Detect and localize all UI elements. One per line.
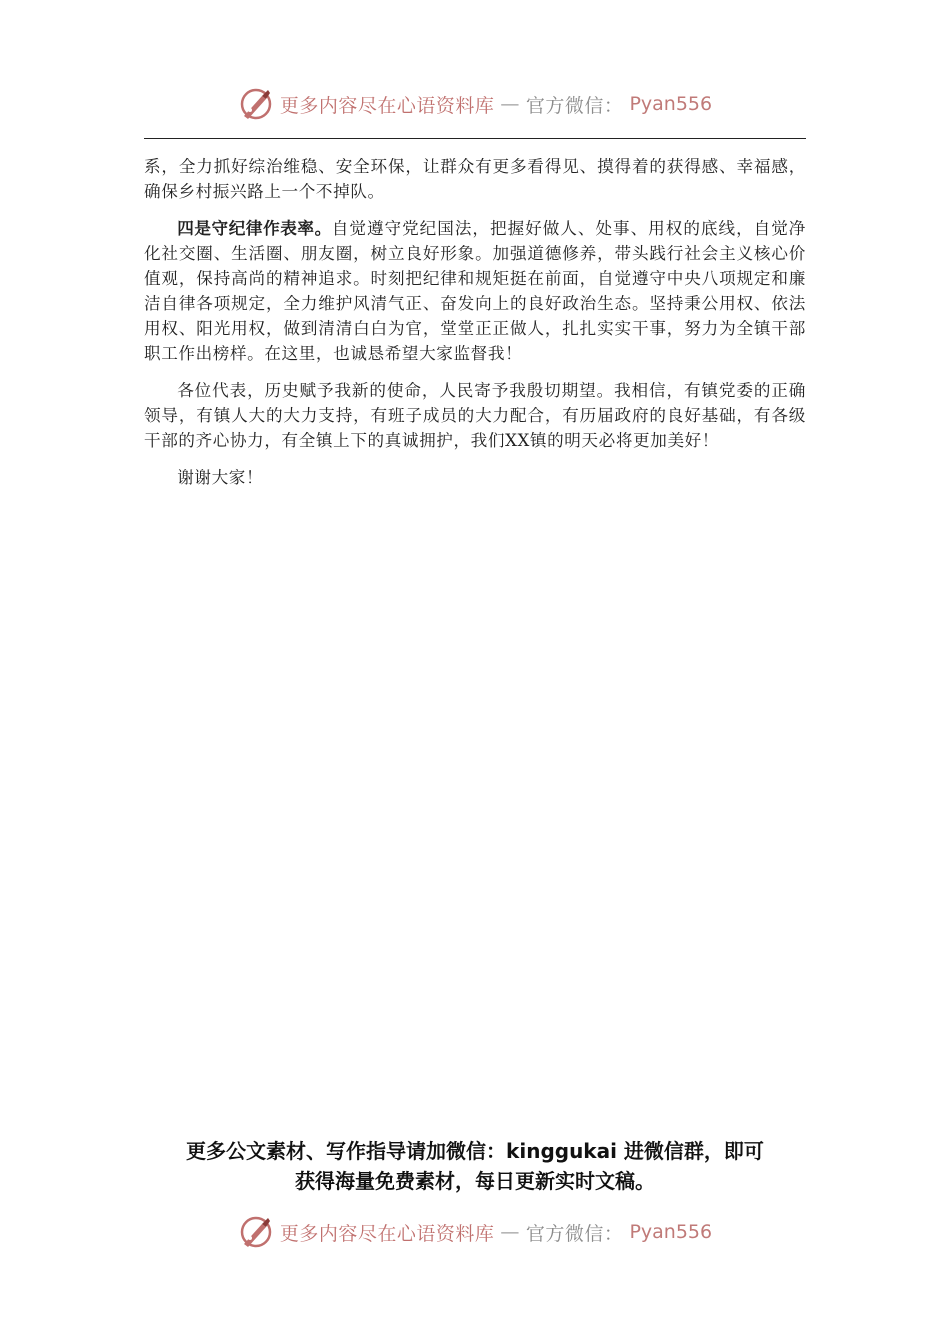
paragraph-2: [144, 216, 806, 366]
promo-block: [120, 1136, 830, 1196]
wechat-id: Pyan556: [629, 93, 713, 115]
footer-brand-dash: —: [500, 1221, 520, 1243]
header-divider: [144, 138, 806, 139]
brand-dash: —: [500, 93, 520, 115]
promo-line-2: 获得海量免费素材，每日更新实时文稿。: [295, 1169, 655, 1193]
paragraph-2-lead: 四是守纪律作表率。: [177, 219, 332, 238]
footer-brand: [238, 1214, 712, 1250]
footer-watermark: [0, 1210, 950, 1254]
promo-line-1: 更多公文素材、写作指导请加微信：kinggukai 进微信群，即可: [186, 1139, 764, 1163]
brand-title: 更多内容尽在心语资料库: [279, 94, 495, 117]
footer-wechat-id: Pyan556: [629, 1221, 713, 1243]
paragraph-2-text: 自觉遵守党纪国法，把握好做人、处事、用权的底线，自觉净化社交圈、生活圈、朋友圈，树立良好形象。加强道德修养，带头践行社会主义核心价值观，保持高尚的精神追求。时刻把纪律和规矩挺在前面，自觉遵守中央八项规定和廉洁自律各项规定，全力维护风清气正、奋发向上的良好政治生态。坚持秉公用权、依法用权、阳光用权，做到清清白白为官，堂堂正正做人，扎扎实实干事，努力为全镇干部职工作出榜样。在这里，也诚恳希望大家监督我！: [144, 219, 806, 363]
header-watermark: [0, 82, 950, 126]
paragraph-1: 系，全力抓好综治维稳、安全环保，让群众有更多看得见、摸得着的获得感、幸福感，确保乡村振兴路上一个不掉队。: [144, 157, 806, 201]
brand: [238, 86, 712, 122]
footer-brand-title: 更多内容尽在心语资料库: [279, 1222, 495, 1245]
paragraph-3: 各位代表，历史赋予我新的使命，人民寄予我殷切期望。我相信，有镇党委的正确领导，有镇人大的大力支持，有班子成员的大力配合，有历届政府的良好基础，有各级干部的齐心协力，有全镇上下的真诚拥护，我们XX镇的明天必将更加美好！: [144, 381, 806, 450]
wechat-label: 官方微信：: [525, 94, 624, 117]
footer-wechat-label: 官方微信：: [525, 1222, 624, 1245]
paragraph-4: 谢谢大家！: [177, 468, 264, 487]
pen-logo-icon: [238, 86, 274, 122]
document-body: [144, 154, 806, 502]
pen-logo-icon: [238, 1214, 274, 1250]
